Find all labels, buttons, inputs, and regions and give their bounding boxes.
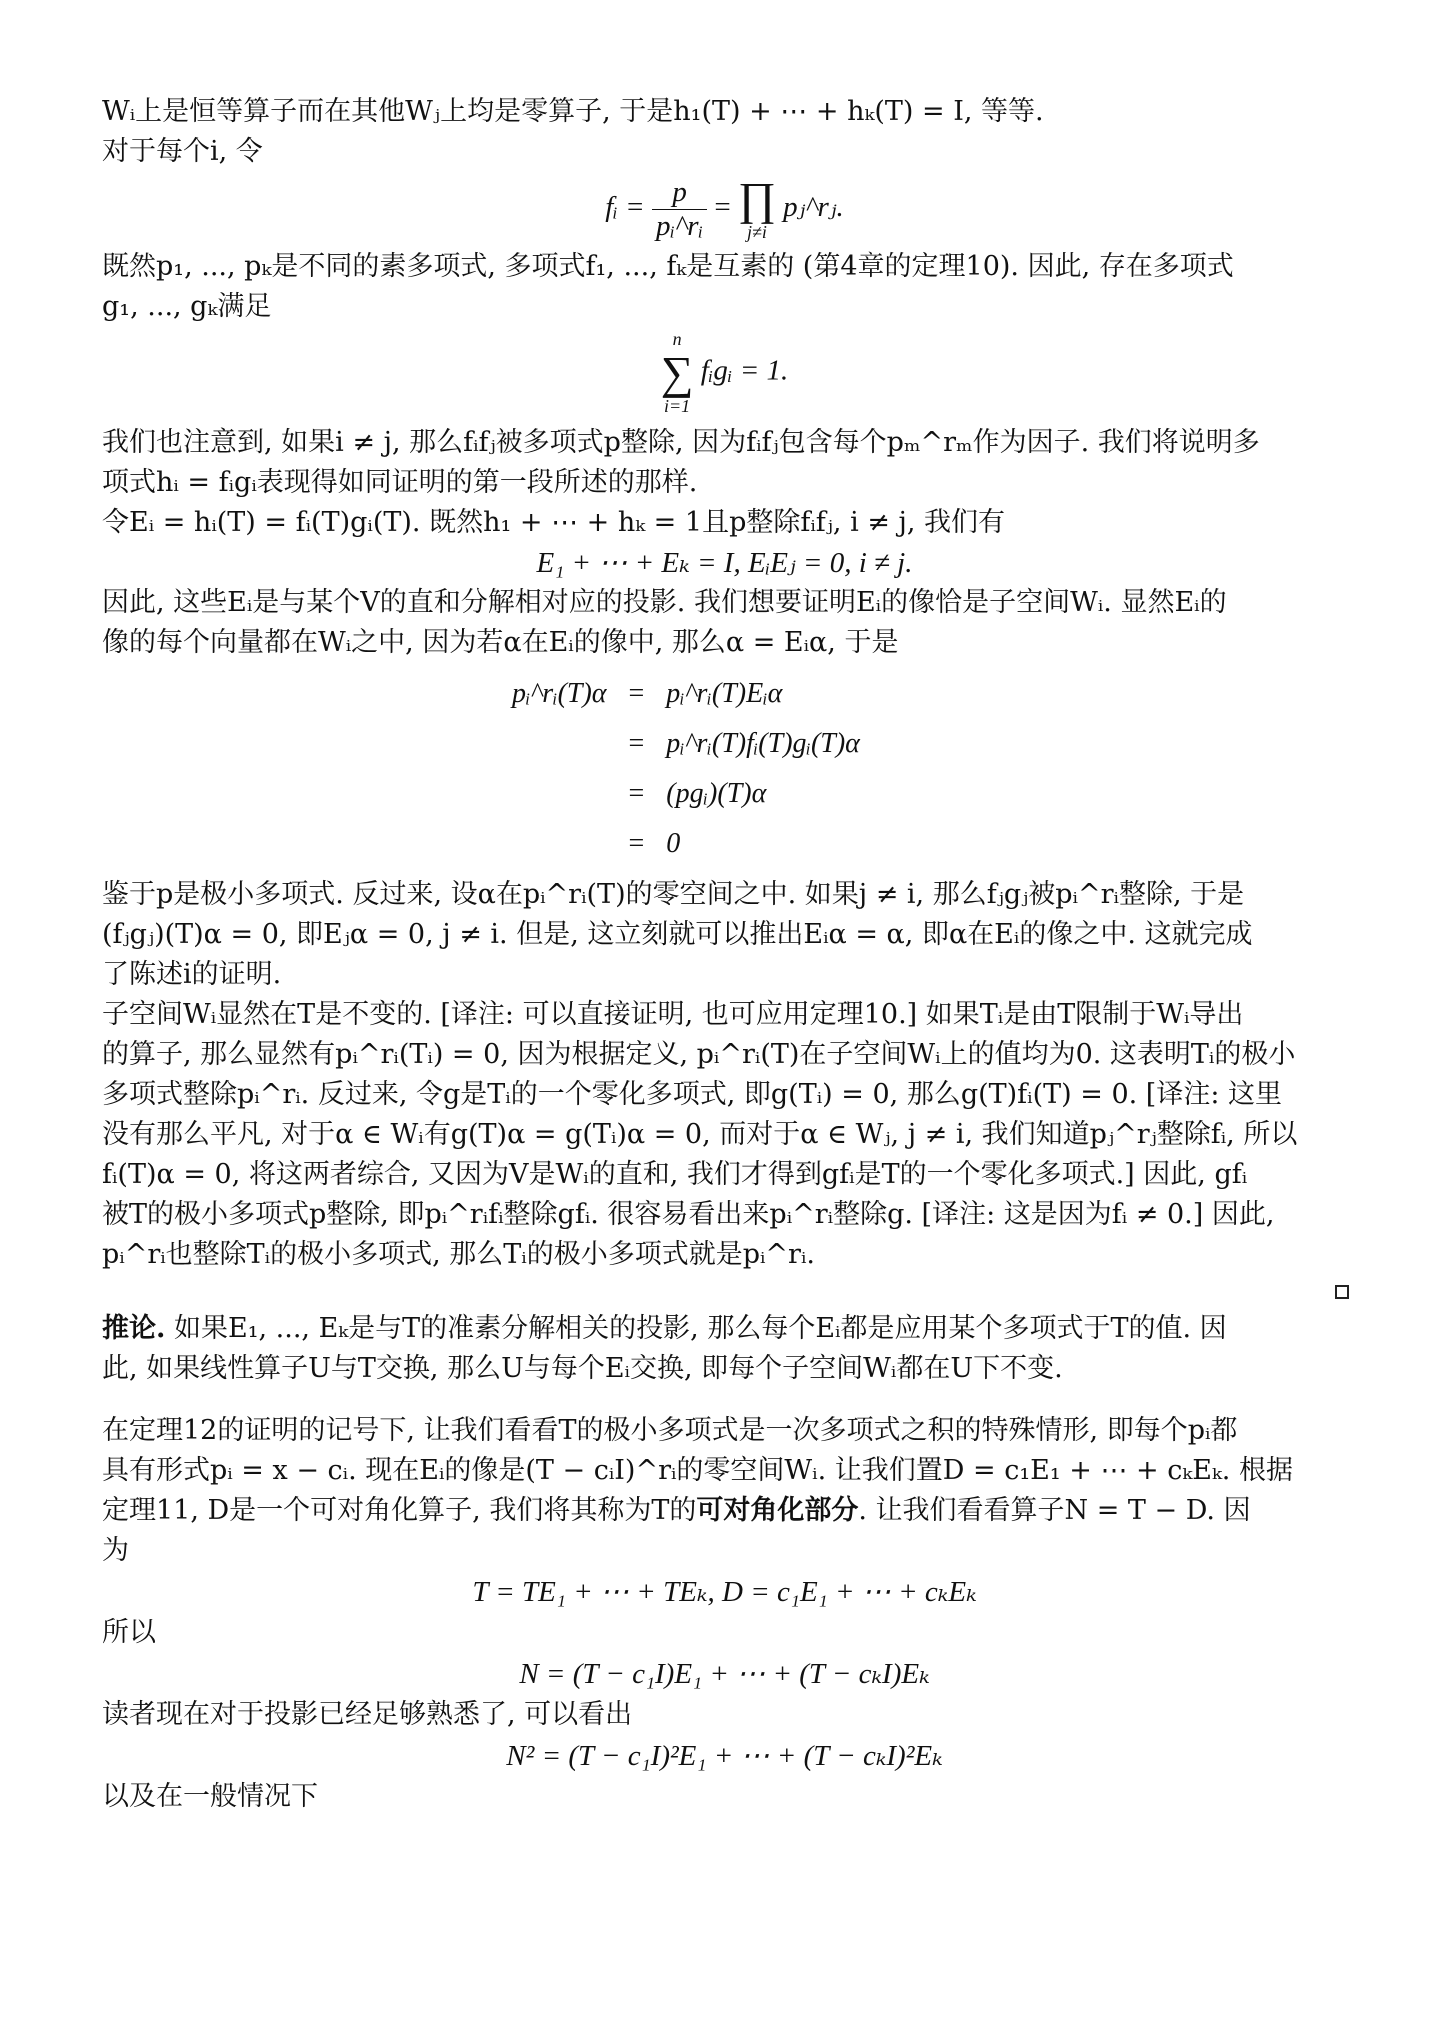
align-lhs: pᵢ^rᵢ(T)α: [512, 678, 607, 709]
text-line: [102, 1491, 1347, 1531]
text-line: 为: [102, 1535, 129, 1566]
text-line: Wᵢ上是恒等算子而在其他Wⱼ上均是零算子, 于是h₁(T) + ⋯ + hₖ(T) = I, 等等.: [102, 96, 1044, 127]
sum-superscript: n: [672, 329, 682, 349]
align-rhs: 0: [666, 828, 681, 859]
sum-operator: n ∑ i=1: [660, 329, 694, 416]
product-subscript: j≠i: [747, 222, 767, 242]
aligned-equations: [512, 669, 860, 869]
text-line: 没有那么平凡, 对于α ∈ Wᵢ有g(T)α = g(Tᵢ)α = 0, 而对于α ∈ Wⱼ, j ≠ i, 我们知道pⱼ^rⱼ整除fᵢ, 所以: [102, 1119, 1298, 1150]
equation-part: pⱼ^rⱼ.: [783, 191, 844, 224]
align-row: [512, 769, 860, 819]
align-lhs: [512, 769, 629, 819]
align-rel: =: [628, 728, 645, 759]
qed-square-icon: [1335, 1285, 1349, 1299]
corollary-label: 推论.: [102, 1313, 166, 1344]
text-line: 了陈述i的证明.: [102, 959, 282, 990]
text-line: 既然p₁, ..., pₖ是不同的素多项式, 多项式f₁, ..., fₖ是互素的 (第4章的定理10). 因此, 存在多项式: [102, 251, 1234, 282]
text-line: 的算子, 那么显然有pᵢ^rᵢ(Tᵢ) = 0, 因为根据定义, pᵢ^rᵢ(T)在子空间Wᵢ上的值均为0. 这表明Tᵢ的极小: [102, 1039, 1296, 1070]
align-rhs: (pgᵢ)(T)α: [666, 778, 767, 809]
fraction-denominator: pᵢ^rᵢ: [655, 210, 704, 242]
text-line: pᵢ^rᵢ也整除Tᵢ的极小多项式, 那么Tᵢ的极小多项式就是pᵢ^rᵢ.: [102, 1239, 815, 1270]
text-line: g₁, ..., gₖ满足: [102, 291, 272, 322]
text-line: 具有形式pᵢ = x − cᵢ. 现在Eᵢ的像是(T − cᵢI)^rᵢ的零空间Wᵢ. 让我们置D = c₁E₁ + ⋯ + cₖEₖ. 根据: [102, 1455, 1293, 1486]
equation-fi: [102, 173, 1347, 243]
align-lhs: [512, 819, 629, 869]
text-line: 多项式整除pᵢ^rᵢ. 反过来, 令g是Tᵢ的一个零化多项式, 即g(Tᵢ) = 0, 那么g(T)fᵢ(T) = 0. [译注: 这里: [102, 1079, 1283, 1110]
align-rel: =: [628, 828, 645, 859]
equation-n: N = (T − c₁I)E₁ + ⋯ + (T − cₖI)Eₖ: [519, 1658, 930, 1690]
align-row: [512, 719, 860, 769]
align-rhs: pᵢ^rᵢ(T)fᵢ(T)gᵢ(T)α: [666, 728, 860, 759]
emphasis-term: 可对角化部分: [696, 1495, 859, 1526]
equation-part: fᵢgᵢ = 1.: [700, 354, 789, 387]
text-line: 被T的极小多项式p整除, 即pᵢ^rᵢfᵢ整除gfᵢ. 很容易看出来pᵢ^rᵢ整除g. [译注: 这是因为fᵢ ≠ 0.] 因此,: [102, 1199, 1275, 1230]
align-rhs: pᵢ^rᵢ(T)Eᵢα: [666, 678, 783, 709]
text-line: 对于每个i, 令: [102, 136, 263, 167]
fraction-numerator: p: [652, 176, 707, 210]
align-lhs: [512, 719, 629, 769]
text-span: . 让我们看看算子N = T − D. 因: [858, 1495, 1251, 1526]
equation-part: fᵢ =: [605, 191, 645, 224]
corollary-line: [102, 1309, 1347, 1349]
text-line: (fⱼgⱼ)(T)α = 0, 即Eⱼα = 0, j ≠ i. 但是, 这立刻就可以推出Eᵢα = α, 即α在Eᵢ的像之中. 这就完成: [102, 919, 1253, 950]
corollary-line: 此, 如果线性算子U与T交换, 那么U与每个Eᵢ交换, 即每个子空间Wᵢ都在U下不变.: [102, 1353, 1063, 1384]
qed-row: [102, 1275, 1347, 1309]
product-operator: ∏ j≠i: [738, 173, 776, 242]
corollary-text: 如果E₁, ..., Eₖ是与T的准素分解相关的投影, 那么每个Eᵢ都是应用某个多项式于T的值. 因: [165, 1313, 1227, 1344]
document-page: [102, 92, 1347, 1817]
equation-n-squared: N² = (T − c₁I)²E₁ + ⋯ + (T − cₖI)²Eₖ: [506, 1740, 943, 1772]
text-line: 所以: [102, 1617, 156, 1648]
text-line: 读者现在对于投影已经足够熟悉了, 可以看出: [102, 1699, 633, 1730]
text-line: 子空间Wᵢ显然在T是不变的. [译注: 可以直接证明, 也可应用定理10.] 如果Tᵢ是由T限制于Wᵢ导出: [102, 999, 1244, 1030]
fraction: [652, 176, 707, 243]
equation-t-decomp: T = TE₁ + ⋯ + TEₖ, D = c₁E₁ + ⋯ + cₖEₖ: [472, 1576, 977, 1608]
text-line: 我们也注意到, 如果i ≠ j, 那么fᵢfⱼ被多项式p整除, 因为fᵢfⱼ包含每个pₘ^rₘ作为因子. 我们将说明多: [102, 427, 1260, 458]
text-line: 像的每个向量都在Wᵢ之中, 因为若α在Eᵢ的像中, 那么α = Eᵢα, 于是: [102, 627, 899, 658]
text-span: 定理11, D是一个可对角化算子, 我们将其称为T的: [102, 1495, 697, 1526]
text-line: 以及在一般情况下: [102, 1781, 318, 1812]
align-row: [512, 669, 860, 719]
text-line: 在定理12的证明的记号下, 让我们看看T的极小多项式是一次多项式之积的特殊情形, 即每个pᵢ都: [102, 1415, 1238, 1446]
align-row: [512, 819, 860, 869]
align-rel: =: [628, 678, 645, 709]
text-line: fᵢ(T)α = 0, 将这两者综合, 又因为V是Wᵢ的直和, 我们才得到gfᵢ是T的一个零化多项式.] 因此, gfᵢ: [102, 1159, 1248, 1190]
sum-subscript: i=1: [664, 396, 691, 416]
text-line: 因此, 这些Eᵢ是与某个V的直和分解相对应的投影. 我们想要证明Eᵢ的像恰是子空间Wᵢ. 显然Eᵢ的: [102, 587, 1227, 618]
equation-part: =: [714, 191, 731, 224]
text-line: 令Eᵢ = hᵢ(T) = fᵢ(T)gᵢ(T). 既然h₁ + ⋯ + hₖ = 1且p整除fᵢfⱼ, i ≠ j, 我们有: [102, 507, 1006, 538]
text-line: 项式hᵢ = fᵢgᵢ表现得如同证明的第一段所述的那样.: [102, 467, 698, 498]
align-rel: =: [628, 778, 645, 809]
text-line: 鉴于p是极小多项式. 反过来, 设α在pᵢ^rᵢ(T)的零空间之中. 如果j ≠ i, 那么fⱼgⱼ被pᵢ^rᵢ整除, 于是: [102, 879, 1245, 910]
equation-sum: [102, 329, 1347, 417]
equation-e-sum: E₁ + ⋯ + Eₖ = I, EᵢEⱼ = 0, i ≠ j.: [536, 547, 913, 579]
